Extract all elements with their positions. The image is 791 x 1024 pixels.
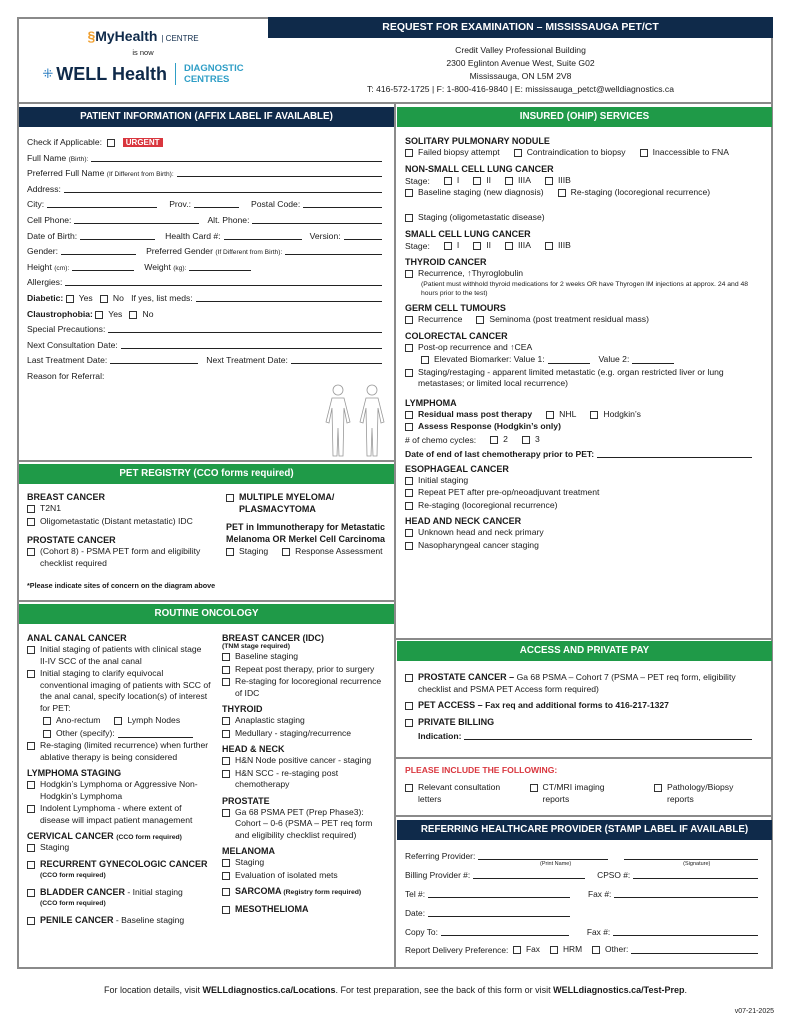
checkbox-box[interactable]: [522, 436, 530, 444]
checkbox-option[interactable]: [27, 887, 211, 910]
checkbox-option[interactable]: [505, 175, 531, 187]
checkbox-option[interactable]: [444, 240, 459, 252]
checkbox-option[interactable]: [222, 857, 386, 869]
checkbox-box[interactable]: [27, 889, 35, 897]
checkbox-option[interactable]: [590, 409, 641, 421]
test-prep-link[interactable]: WELLdiagnostics.ca/Test-Prep: [553, 985, 685, 995]
checkbox-option[interactable]: [405, 421, 764, 433]
checkbox-option[interactable]: [405, 487, 764, 499]
checkbox-label: Re-staging (locoregional recurrence): [418, 499, 558, 510]
checkbox-box[interactable]: [444, 242, 452, 250]
checkbox-box[interactable]: [545, 242, 553, 250]
checkbox-option[interactable]: [27, 859, 211, 882]
checkbox-option[interactable]: [114, 715, 180, 727]
checkbox-biomarker[interactable]: Elevated Biomarker: Value 1: Value 2:: [405, 354, 764, 366]
pet-registry-left: BREAST CANCER T2N1 Oligometastatic (Distant metastatic) IDC PROSTATE CANCER (Cohort 8) - PSMA PET form and eligibility checklist required: [19, 487, 219, 570]
checkbox-option[interactable]: [222, 807, 386, 842]
checkbox-label: (Cohort 8) - PSMA PET form and eligibility checklist required: [40, 546, 201, 568]
checkbox-label: Staging: [239, 546, 269, 556]
checkbox-option[interactable]: [558, 187, 710, 199]
checkbox-box[interactable]: [27, 548, 35, 556]
urgent-badge: URGENT: [123, 138, 163, 147]
checkbox-option[interactable]: [27, 779, 211, 802]
next-consult-field[interactable]: [121, 339, 382, 349]
column-divider: [394, 104, 396, 969]
checkbox-label: IIIA: [518, 239, 531, 250]
include-section: PLEASE INCLUDE THE FOLLOWING: Relevant consultation letters CT/MRI imaging reports Pathology/Biopsy reports: [397, 765, 772, 806]
checkbox-label: Repeat post therapy, prior to surgery: [235, 663, 375, 674]
preferred-name-field[interactable]: [177, 167, 382, 177]
checkbox-label: H&N SCC - re-staging post chemotherapy: [235, 767, 339, 789]
checkbox-box[interactable]: [222, 770, 230, 778]
checkbox-label: 2: [503, 433, 508, 444]
checkbox-label: Hodgkin’s Lymphoma or Aggressive Non-Hodgkin’s Lymphoma: [40, 779, 198, 801]
checkbox-detail: Ga 68 PSMA – Cohort 7 (PSMA – PET req form, eligibility checklist and PSMA PET Access form required): [418, 672, 736, 694]
checkbox-box[interactable]: [405, 702, 413, 710]
checkbox-option[interactable]: [405, 367, 764, 390]
checkbox-label: Fax: [526, 943, 540, 954]
checkbox-option[interactable]: [222, 676, 386, 699]
checkbox-option[interactable]: [27, 740, 211, 763]
checkbox-label: Repeat PET after pre-op/neoadjuvant treatment: [418, 487, 600, 497]
checkbox-label: Re-staging for locoregional recurrence of IDC: [235, 676, 382, 698]
checkbox-option[interactable]: [513, 944, 540, 956]
cpso-field[interactable]: [633, 869, 758, 879]
checkbox-label: Other:: [605, 943, 629, 954]
checkbox-option[interactable]: [222, 651, 386, 663]
checkbox-label: Nasopharyngeal cancer staging: [418, 539, 539, 550]
checkbox-option[interactable]: [222, 904, 386, 916]
checkbox-box[interactable]: [226, 548, 234, 556]
checkbox-option[interactable]: [444, 175, 459, 187]
checkbox-label: PET ACCESS –: [418, 700, 483, 710]
checkbox-label: Seminoma (post treatment residual mass): [489, 314, 649, 324]
checkbox-box[interactable]: [222, 666, 230, 674]
version-label: v07-21-2025: [734, 1008, 774, 1015]
allergies-field[interactable]: [65, 276, 382, 286]
checkbox-label: Initial staging to clarify equivocal conventional imaging of patients with SCC of the anal canal, specify location(s) of interest for PET:: [40, 668, 211, 713]
dob-field[interactable]: [80, 230, 155, 240]
checkbox-box[interactable]: [476, 316, 484, 324]
checkbox-box[interactable]: [405, 719, 413, 727]
checkbox-label: Response Assessment: [295, 546, 383, 556]
checkbox-option[interactable]: [405, 540, 764, 552]
checkbox-label: Hodgkin’s: [603, 408, 641, 419]
checkbox-note: (Registry form required): [281, 889, 362, 896]
checkbox-box[interactable]: [43, 717, 51, 725]
checkbox-option[interactable]: [226, 546, 268, 558]
checkbox-box[interactable]: [27, 781, 35, 789]
checkbox-box[interactable]: [27, 861, 35, 869]
print-name-field[interactable]: [478, 850, 608, 860]
alt-phone-field[interactable]: [252, 214, 382, 224]
patient-info-header: PATIENT INFORMATION (AFFIX LABEL IF AVAILABLE): [19, 107, 394, 127]
checkbox-box[interactable]: [505, 177, 513, 185]
address-field[interactable]: [64, 183, 382, 193]
claustro-no-checkbox[interactable]: [129, 311, 137, 319]
checkbox-label: Failed biopsy attempt: [418, 147, 500, 157]
checkbox-label: Inaccessible to FNA: [652, 147, 729, 157]
city-field[interactable]: [47, 198, 157, 208]
checkbox-option[interactable]: [27, 915, 211, 927]
checkbox-box[interactable]: [405, 489, 413, 497]
checkbox-option[interactable]: [222, 870, 386, 882]
checkbox-option[interactable]: [222, 886, 386, 899]
checkbox-box[interactable]: [222, 730, 230, 738]
checkbox-box[interactable]: [222, 809, 230, 817]
checkbox-label: MESOTHELIOMA: [235, 903, 309, 914]
checkbox-box[interactable]: [27, 742, 35, 750]
checkbox-label: Unknown head and neck primary: [418, 527, 544, 537]
checkbox-box[interactable]: [222, 678, 230, 686]
checkbox-box[interactable]: [27, 518, 35, 526]
checkbox-label: Residual mass post therapy: [418, 408, 533, 419]
checkbox-label: II: [486, 174, 492, 185]
checkbox-box[interactable]: [405, 542, 413, 550]
prov-field[interactable]: [194, 198, 239, 208]
checkbox-box[interactable]: [27, 844, 35, 852]
checkbox-option[interactable]: [27, 503, 211, 515]
checkbox-label: NHL: [559, 408, 577, 419]
routine-left: ANAL CANAL CANCER Initial staging of patients with clinical stage II-IV SCC of the anal canal Initial staging to clarify equivocal conventional imaging of patients with SCC of the anal canal, specify location(s) of interest for PET: Ano-rectum Lymph Nodes Other (specify): Re-staging (limited recurrence) when further ablative therapy is being considered LYMPHOMA STAGING Hodgkin’s Lymphoma or Aggressive Non-Hodgkin’s Lymphoma Indolent Lymphoma - where extent of disease will impact patient management CERVICAL CANCER (CCO form required) Staging RECURRENT GYNECOLOGIC CANCER (CCO form required) BLADDER CANCER - Initial staging (CCO form required) PENILE CANCER - Baseline staging: [27, 633, 211, 925]
checkbox-option[interactable]: [222, 755, 386, 767]
access-section: PROSTATE CANCER – Ga 68 PSMA – Cohort 7 (PSMA – PET req form, eligibility checklist and PSMA PET Access form required) PET ACCESS – Fax req and additional forms to 416-217-1327 PRIVATE BILLING Indication:: [397, 667, 772, 741]
checkbox-option[interactable]: [405, 672, 764, 695]
checkbox-detail: - Initial staging: [125, 886, 183, 897]
body-diagram[interactable]: [318, 382, 392, 458]
locations-link[interactable]: WELLdiagnostics.ca/Locations: [202, 985, 336, 995]
logo-area: [19, 19, 267, 102]
checkbox-option[interactable]: [222, 715, 386, 727]
checkbox-box[interactable]: [592, 946, 600, 954]
checkbox-box[interactable]: [550, 946, 558, 954]
checkbox-label: Pathology/Biopsy reports: [667, 782, 734, 804]
checkbox-label: Evaluation of isolated mets: [235, 869, 338, 880]
checkbox-label: PROSTATE CANCER –: [418, 672, 515, 682]
checkbox-box[interactable]: [405, 423, 413, 431]
checkbox-option[interactable]: [545, 240, 571, 252]
checkbox-box[interactable]: [640, 149, 648, 157]
registry-note: *Please indicate sites of concern on the diagram above: [27, 581, 216, 590]
checkbox-label: Baseline staging: [235, 651, 299, 661]
checkbox-box[interactable]: [405, 502, 413, 510]
checkbox-box[interactable]: [590, 411, 598, 419]
checkbox-label: PRIVATE BILLING: [418, 716, 495, 727]
routine-right: BREAST CANCER (IDC) (TNM stage required) Baseline staging Repeat post therapy, prior to surgery Re-staging for locoregional recurrence of IDC THYROID Anaplastic staging Medullary - staging/recurrence HEAD & NECK H&N Node positive cancer - staging H&N SCC - re-staging post chemotherapy PROSTATE Ga 68 PSMA PET (Prep Phase3): Cohort – 0-6 (PSMA – PET req form and eligibility checklist required) MELANOMA Staging Evaluation of isolated mets SARCOMA (Registry form required) MESOTHELIOMA: [214, 628, 394, 916]
checkbox-label: IIIB: [557, 174, 571, 185]
checkbox-label: Initial staging of patients with clinical stage II-IV SCC of the anal canal: [40, 644, 202, 666]
checkbox-option[interactable]: [405, 147, 500, 159]
checkbox-option[interactable]: [550, 944, 582, 956]
referring-provider-header: REFERRING HEALTHCARE PROVIDER (STAMP LABEL IF AVAILABLE): [397, 820, 772, 840]
checkbox-box[interactable]: [405, 149, 413, 157]
well-health-logo: ⁜ WELL Health DIAGNOSTIC CENTRES: [42, 63, 244, 85]
checkbox-option[interactable]: [545, 175, 571, 187]
checkbox-box[interactable]: [405, 369, 413, 377]
checkbox-option[interactable]: [27, 644, 211, 667]
checkbox-label: Staging/restaging - apparent limited metastatic (e.g. organ restricted liver or lung metastases; or limited local recurrence): [418, 366, 724, 388]
checkbox-option[interactable]: [222, 664, 386, 676]
postal-code-field[interactable]: [303, 198, 382, 208]
checkbox-box[interactable]: [226, 494, 234, 502]
myhealth-logo: §MyHealth | CENTRE: [87, 28, 199, 44]
checkbox-box[interactable]: [222, 888, 230, 896]
health-card-field[interactable]: [224, 230, 302, 240]
checkbox-label: II: [486, 239, 492, 250]
checkbox-box[interactable]: [405, 316, 413, 324]
checkbox-box[interactable]: [27, 646, 35, 654]
routine-oncology-header: ROUTINE ONCOLOGY: [19, 604, 394, 624]
checkbox-option[interactable]: [27, 546, 211, 569]
insured-section: SOLITARY PULMONARY NODULE Failed biopsy attempt Contraindication to biopsy Inaccessible to FNA NON-SMALL CELL LUNG CANCER Stage: I II IIIA IIIB Baseline staging (new diagnosis) Re-staging (locoregional recurrence) Staging (oligometastatic disease) SMALL CELL LUNG CANCER Stage: I II IIIA IIIB THYROID CANCER Recurrence, ↑ Thyroglobulin (Patient must withhold thyroid medications for 2 weeks OR have Thyrogen IM injections at approx. 24 and 48 hours prior to the test) GERM CELL TUMOURS Recurrence Seminoma (post treatment residual mass) COLORECTAL CANCER Post-op recurrence and ↑ CEA Elevated Biomarker: Value 1: Value 2: Staging/restaging - apparent limited metastatic (e.g. organ restricted liver or lung metastases; or limited local recurrence) LYMPHOMA Residual mass post therapy NHL Hodgkin’s Assess Response (Hodgkin’s only) # of chemo cycles: 2 3 Date of end of last chemotherapy prior to PET: ESOPHAGEAL CANCER Initial staging Repeat PET after pre-op/neoadjuvant treatment Re-staging (locoregional recurrence) HEAD AND NECK CANCER Unknown head and neck primary Nasopharyngeal cancer staging: [397, 131, 772, 552]
chemo-date-field[interactable]: [597, 448, 752, 458]
checkbox-detail: - Baseline staging: [113, 914, 185, 925]
checkbox-option[interactable]: [405, 500, 764, 512]
footer: For location details, visit WELLdiagnostics.ca/Locations. For test preparation, see the back of this form or visit WELLdiagnostics.ca/Test-Prep.: [103, 985, 688, 995]
date-field[interactable]: [428, 907, 570, 917]
meds-field[interactable]: [196, 292, 382, 302]
checkbox-box[interactable]: [513, 946, 521, 954]
tel-field[interactable]: [428, 888, 570, 898]
indication-field[interactable]: [464, 730, 752, 740]
weight-field[interactable]: [189, 261, 251, 271]
checkbox-label: BLADDER CANCER: [40, 886, 125, 897]
checkbox-option[interactable]: [640, 147, 729, 159]
checkbox-box[interactable]: [27, 670, 35, 678]
checkbox-box[interactable]: [405, 784, 413, 792]
checkbox-option[interactable]: [505, 240, 531, 252]
checkbox-label: Recurrence: [418, 314, 463, 324]
billing-provider-field[interactable]: [473, 869, 585, 879]
checkbox-detail: Fax req and additional forms to 416-217-1327: [482, 700, 669, 710]
checkbox-option[interactable]: [476, 314, 649, 326]
checkbox-note: (CCO form required): [40, 900, 106, 907]
checkbox-cea[interactable]: Post-op recurrence and ↑ CEA: [405, 342, 764, 354]
next-treatment-field[interactable]: [291, 354, 382, 364]
version-field[interactable]: [344, 230, 382, 240]
checkbox-label: Baseline staging (new diagnosis): [418, 186, 544, 197]
checkbox-option[interactable]: [490, 434, 508, 446]
checkbox-option[interactable]: [405, 527, 764, 539]
checkbox-box[interactable]: [222, 906, 230, 914]
checkbox-label: IIIB: [557, 239, 571, 250]
other-delivery-field[interactable]: [631, 944, 758, 954]
pet-registry-right: MULTIPLE MYELOMA/ PLASMACYTOMA PET in Immunotherapy for Metastatic Melanoma OR Merkel Cell Carcinoma Staging Response Assessment: [226, 492, 386, 556]
access-private-pay-header: ACCESS AND PRIVATE PAY: [397, 641, 772, 661]
checkbox-label: Ga 68 PSMA PET (Prep Phase3): Cohort – 0-6 (PSMA – PET req form and eligibility checklist required): [235, 806, 373, 840]
checkbox-box[interactable]: [27, 917, 35, 925]
checkbox-label: 3: [534, 433, 540, 444]
checkbox-box[interactable]: [282, 548, 290, 556]
checkbox-label: MULTIPLE MYELOMA/ PLASMACYTOMA: [239, 492, 335, 514]
signature-field[interactable]: [624, 850, 758, 860]
checkbox-box[interactable]: [473, 242, 481, 250]
checkbox-label: Relevant consultation letters: [418, 782, 501, 804]
checkbox-box[interactable]: [514, 149, 522, 157]
checkbox-option[interactable]: [222, 728, 386, 740]
checkbox-box[interactable]: [27, 805, 35, 813]
precautions-field[interactable]: [108, 323, 382, 333]
checkbox-label: Ano-rectum: [56, 715, 101, 725]
full-name-field[interactable]: [91, 152, 382, 162]
checkbox-option[interactable]: [405, 700, 764, 712]
pet-registry-header: PET REGISTRY (CCO forms required): [19, 464, 394, 484]
checkbox-option[interactable]: [405, 212, 545, 224]
checkbox-option[interactable]: [222, 768, 386, 791]
checkbox-label: Re-staging (locoregional recurrence): [570, 186, 711, 197]
clinic-address: Credit Valley Professional Building 2300 Eglinton Avenue West, Suite G02 Mississauga, ON L5M 2V8 T: 416-572-1725 | F: 1-800-416-9840 | E: mississauga_petct@welldiagnostics.ca: [367, 45, 674, 94]
checkbox-box[interactable]: [405, 411, 413, 419]
checkbox-option[interactable]: [592, 944, 628, 956]
checkbox-note: (CCO form required): [40, 872, 106, 879]
diabetic-no-checkbox[interactable]: [100, 295, 108, 303]
checkbox-label: SARCOMA: [235, 886, 282, 896]
checkbox-other[interactable]: Other (specify):: [43, 728, 211, 740]
checkbox-option[interactable]: [405, 409, 532, 421]
checkbox-option[interactable]: [27, 842, 211, 854]
cell-phone-field[interactable]: [74, 214, 199, 224]
checkbox-label: Contraindication to biopsy: [526, 147, 626, 157]
checkbox-option[interactable]: [514, 147, 626, 159]
checkbox-box[interactable]: [222, 757, 230, 765]
checkbox-box[interactable]: [405, 477, 413, 485]
checkbox-box[interactable]: [222, 653, 230, 661]
checkbox-option[interactable]: [473, 175, 491, 187]
checkbox-label: IIIA: [518, 174, 531, 185]
gender-field[interactable]: [61, 245, 136, 255]
checkbox-label: Anaplastic staging: [235, 715, 305, 725]
checkbox-option[interactable]: [27, 668, 211, 714]
checkbox-option[interactable]: [405, 717, 764, 729]
claustro-yes-checkbox[interactable]: [95, 311, 103, 319]
checkbox-option[interactable]: [405, 187, 544, 199]
checkbox-box[interactable]: [222, 717, 230, 725]
checkbox-box[interactable]: [654, 784, 662, 792]
checkbox-label: Initial staging: [418, 474, 469, 485]
diabetic-yes-checkbox[interactable]: [66, 295, 74, 303]
checkbox-label: Re-staging (limited recurrence) when further ablative therapy is being considered: [40, 740, 209, 762]
checkbox-box[interactable]: [222, 859, 230, 867]
checkbox-option[interactable]: [27, 516, 211, 528]
checkbox-option[interactable]: [27, 803, 211, 826]
checkbox-label: I: [456, 239, 460, 250]
last-treatment-field[interactable]: [110, 354, 198, 364]
checkbox-option[interactable]: [405, 314, 462, 326]
checkbox-box[interactable]: [490, 436, 498, 444]
checkbox-label: H&N Node positive cancer - staging: [235, 755, 372, 765]
provider-section: Referring Provider: (Print Name) (Signature) Billing Provider #: CPSO #: Tel #: Fax #: Date: Copy To: Fax #: Report Delivery Preference: Fax HRM Other:: [397, 847, 772, 955]
checkbox-box[interactable]: [530, 784, 538, 792]
checkbox-label: Indolent Lymphoma - where extent of disease will impact patient management: [40, 803, 193, 825]
urgent-checkbox[interactable]: [107, 139, 115, 147]
fax-field[interactable]: [614, 888, 758, 898]
checkbox-option[interactable]: [405, 475, 764, 487]
checkbox-label: Assess Response (Hodgkin’s only): [418, 421, 561, 431]
checkbox-option[interactable]: [405, 782, 505, 805]
checkbox-option[interactable]: [43, 715, 100, 727]
checkbox-box[interactable]: [505, 242, 513, 250]
checkbox-label: RECURRENT GYNECOLOGIC CANCER: [40, 858, 208, 869]
checkbox-box[interactable]: [405, 674, 413, 682]
patient-info-section: Check if Applicable: URGENT Full Name (Birth): Preferred Full Name (If Different from Birth): Address: City: Prov.: Postal Code: Cell Phone: Alt. Phone: Date of Birth: Health Card #: Version: Gender: Preferred Gender (If Different from Birth): Height (cm): Weight (kg): Allergies: Diabetic: Yes No If yes, list meds: Claustrophobia: Yes No Special Precautions: Next Consultation Date: Last Treatment Date: Next Treatment Date: Reason for Referral:: [19, 130, 394, 381]
checkbox-option[interactable]: [522, 434, 540, 446]
checkbox-box[interactable]: [405, 529, 413, 537]
height-field[interactable]: [72, 261, 134, 271]
checkbox-box[interactable]: [405, 189, 413, 197]
preferred-gender-field[interactable]: [285, 245, 382, 255]
checkbox-box[interactable]: [27, 505, 35, 513]
checkbox-option[interactable]: [530, 782, 630, 805]
insured-services-header: INSURED (OHIP) SERVICES: [397, 107, 772, 127]
checkbox-box[interactable]: [545, 177, 553, 185]
checkbox-box[interactable]: [222, 872, 230, 880]
checkbox-label: HRM: [562, 943, 583, 954]
checkbox-label: Lymph Nodes: [127, 715, 181, 725]
checkbox-label: Staging (oligometastatic disease): [418, 212, 545, 222]
is-now-text: is now: [132, 48, 154, 57]
checkbox-box[interactable]: [473, 177, 481, 185]
checkbox-box[interactable]: [558, 189, 566, 197]
checkbox-label: Staging: [40, 842, 70, 852]
checkbox-label: T2N1: [40, 503, 62, 513]
checkbox-label: Oligometastatic (Distant metastatic) IDC: [40, 515, 193, 526]
checkbox-label: Medullary - staging/recurrence: [235, 727, 352, 738]
checkbox-box[interactable]: [444, 177, 452, 185]
checkbox-label: CT/MRI imaging reports: [542, 782, 605, 804]
checkbox-label: Staging: [235, 857, 265, 867]
checkbox-option[interactable]: [473, 240, 491, 252]
form-title: REQUEST FOR EXAMINATION – MISSISSAUGA PET/CT: [268, 17, 773, 38]
checkbox-option[interactable]: [226, 492, 386, 515]
copy-fax-field[interactable]: [613, 926, 758, 936]
checkbox-box[interactable]: [546, 411, 554, 419]
checkbox-thyroglobulin[interactable]: Recurrence, ↑ Thyroglobulin: [405, 268, 764, 280]
checkbox-label: I: [456, 174, 460, 185]
checkbox-option[interactable]: [546, 409, 576, 421]
copy-to-field[interactable]: [441, 926, 569, 936]
checkbox-box[interactable]: [405, 214, 413, 222]
checkbox-box[interactable]: [114, 717, 122, 725]
checkbox-option[interactable]: [282, 546, 382, 558]
checkbox-label: PENILE CANCER: [40, 914, 114, 925]
checkbox-option[interactable]: [654, 782, 754, 805]
